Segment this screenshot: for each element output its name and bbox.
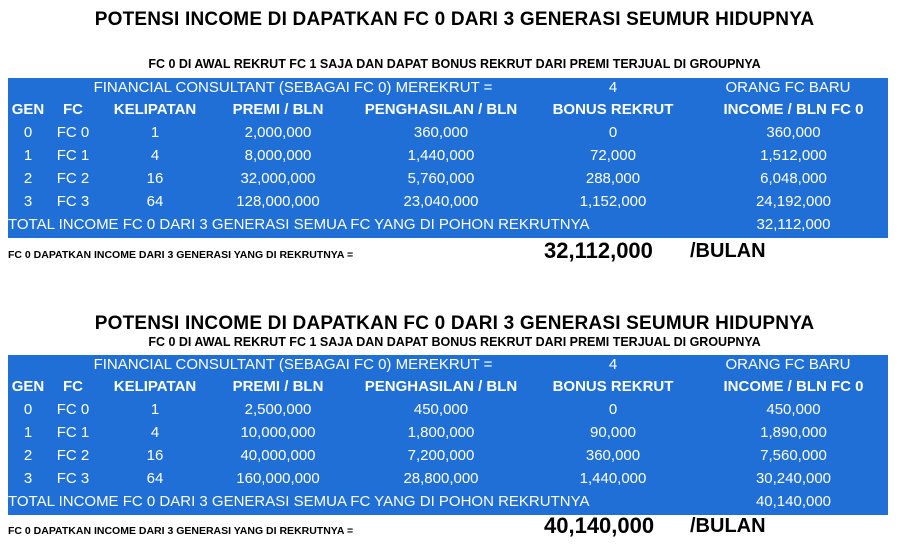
section-title: POTENSI INCOME DI DAPATKAN FC 0 DARI 3 GENERASI SEUMUR HIDUPNYA <box>94 313 815 334</box>
cell-kelipatan: 4 <box>150 147 160 164</box>
table-row <box>8 144 888 167</box>
footer-unit: /BULAN <box>690 515 766 537</box>
total-value: 32,112,000 <box>756 216 831 233</box>
header-fc: FC <box>63 101 83 118</box>
section-subtitle: FC 0 DI AWAL REKRUT FC 1 SAJA DAN DAPAT BONUS REKRUT DARI PREMI TERJUAL DI GROUPNYA <box>148 335 761 349</box>
cell-fc: FC 3 <box>56 470 90 487</box>
cell-fc: FC 0 <box>56 401 90 418</box>
cell-kelipatan: 64 <box>146 193 164 210</box>
cell-bonus: 90,000 <box>590 424 636 441</box>
table-row <box>8 167 888 190</box>
cell-bonus: 288,000 <box>585 170 641 187</box>
cell-gen: 1 <box>23 424 33 441</box>
header-premi: PREMI / BLN <box>232 378 324 395</box>
table-row <box>8 444 888 467</box>
table-row <box>8 190 888 213</box>
banner-row <box>8 353 888 376</box>
cell-penghasilan: 5,760,000 <box>407 170 475 187</box>
total-label: TOTAL INCOME FC 0 DARI 3 GENERASI SEMUA FC YANG DI POHON REKRUTNYA <box>8 493 590 510</box>
cell-bonus: 1,152,000 <box>579 193 647 210</box>
cell-penghasilan: 7,200,000 <box>407 447 475 464</box>
total-row <box>8 490 888 513</box>
cell-premi: 32,000,000 <box>240 170 316 187</box>
header-gen: GEN <box>11 378 45 395</box>
cell-income: 1,890,000 <box>760 424 827 441</box>
cell-gen: 3 <box>23 193 33 210</box>
cell-penghasilan: 28,800,000 <box>403 470 479 487</box>
section-title: POTENSI INCOME DI DAPATKAN FC 0 DARI 3 GENERASI SEUMUR HIDUPNYA <box>94 9 815 30</box>
cell-gen: 1 <box>23 147 33 164</box>
cell-penghasilan: 1,440,000 <box>407 147 475 164</box>
cell-bonus: 0 <box>608 401 618 418</box>
cell-bonus: 72,000 <box>590 147 636 164</box>
cell-penghasilan: 360,000 <box>413 124 469 141</box>
header-bonus: BONUS REKRUT <box>552 101 674 118</box>
footer-amount: 40,140,000 <box>544 513 655 538</box>
header-kelipatan: KELIPATAN <box>113 101 197 118</box>
cell-fc: FC 2 <box>56 170 90 187</box>
banner-count: 4 <box>608 356 618 373</box>
cell-kelipatan: 16 <box>146 447 164 464</box>
banner-suffix: ORANG FC BARU <box>725 79 851 96</box>
cell-premi: 128,000,000 <box>236 193 320 210</box>
cell-fc: FC 1 <box>56 424 90 441</box>
cell-premi: 2,000,000 <box>244 124 312 141</box>
footer-label: FC 0 DAPATKAN INCOME DARI 3 GENERASI YANG DI REKRUTNYA = <box>8 525 354 537</box>
cell-premi: 8,000,000 <box>244 147 312 164</box>
total-row <box>8 213 888 236</box>
header-kelipatan: KELIPATAN <box>113 378 197 395</box>
table-row <box>8 467 888 490</box>
cell-fc: FC 3 <box>56 193 90 210</box>
cell-income: 360,000 <box>766 124 821 141</box>
cell-bonus: 360,000 <box>585 447 641 464</box>
cell-income: 30,240,000 <box>755 470 832 487</box>
income-table <box>8 78 888 238</box>
table-row <box>8 421 888 444</box>
cell-income: 1,512,000 <box>760 147 827 164</box>
cell-premi: 160,000,000 <box>236 470 320 487</box>
cell-income: 450,000 <box>766 401 821 418</box>
header-penghasilan: PENGHASILAN / BLN <box>364 378 518 395</box>
cell-gen: 2 <box>23 447 33 464</box>
header-bonus: BONUS REKRUT <box>552 378 674 395</box>
footer-unit: /BULAN <box>690 240 766 262</box>
cell-bonus: 0 <box>608 124 618 141</box>
header-fc: FC <box>63 378 83 395</box>
cell-kelipatan: 64 <box>146 470 164 487</box>
table-row <box>8 398 888 421</box>
cell-income: 24,192,000 <box>755 193 832 210</box>
total-label: TOTAL INCOME FC 0 DARI 3 GENERASI SEMUA FC YANG DI POHON REKRUTNYA <box>8 216 590 233</box>
cell-kelipatan: 1 <box>150 401 160 418</box>
cell-gen: 3 <box>23 470 33 487</box>
cell-gen: 2 <box>23 170 33 187</box>
header-gen: GEN <box>11 101 45 118</box>
banner-suffix: ORANG FC BARU <box>725 356 851 373</box>
cell-kelipatan: 4 <box>150 424 160 441</box>
cell-penghasilan: 23,040,000 <box>403 193 479 210</box>
header-row <box>8 375 888 398</box>
cell-gen: 0 <box>23 401 33 418</box>
banner-count: 4 <box>608 79 618 96</box>
table-row <box>8 121 888 144</box>
banner-label: FINANCIAL CONSULTANT (SEBAGAI FC 0) MEREKRUT = <box>93 356 493 373</box>
cell-premi: 40,000,000 <box>240 447 316 464</box>
total-value: 40,140,000 <box>755 493 832 510</box>
cell-fc: FC 2 <box>56 447 90 464</box>
banner-row <box>8 76 888 99</box>
cell-premi: 10,000,000 <box>240 424 316 441</box>
header-income: INCOME / BLN FC 0 <box>723 101 864 118</box>
cell-penghasilan: 450,000 <box>413 401 469 418</box>
footer-label: FC 0 DAPATKAN INCOME DARI 3 GENERASI YANG DI REKRUTNYA = <box>8 249 354 261</box>
header-penghasilan: PENGHASILAN / BLN <box>364 101 518 118</box>
cell-income: 6,048,000 <box>760 170 827 187</box>
header-premi: PREMI / BLN <box>232 101 324 118</box>
cell-kelipatan: 16 <box>146 170 164 187</box>
footer-amount: 32,112,000 <box>544 238 653 263</box>
cell-income: 7,560,000 <box>760 447 827 464</box>
cell-gen: 0 <box>23 124 33 141</box>
header-row <box>8 98 888 121</box>
cell-kelipatan: 1 <box>150 124 160 141</box>
section-subtitle: FC 0 DI AWAL REKRUT FC 1 SAJA DAN DAPAT BONUS REKRUT DARI PREMI TERJUAL DI GROUPNYA <box>148 57 761 71</box>
cell-premi: 2,500,000 <box>244 401 312 418</box>
cell-penghasilan: 1,800,000 <box>407 424 475 441</box>
cell-bonus: 1,440,000 <box>579 470 647 487</box>
banner-label: FINANCIAL CONSULTANT (SEBAGAI FC 0) MEREKRUT = <box>93 79 493 96</box>
income-table <box>8 355 888 515</box>
cell-fc: FC 0 <box>56 124 90 141</box>
cell-fc: FC 1 <box>56 147 90 164</box>
header-income: INCOME / BLN FC 0 <box>723 378 864 395</box>
